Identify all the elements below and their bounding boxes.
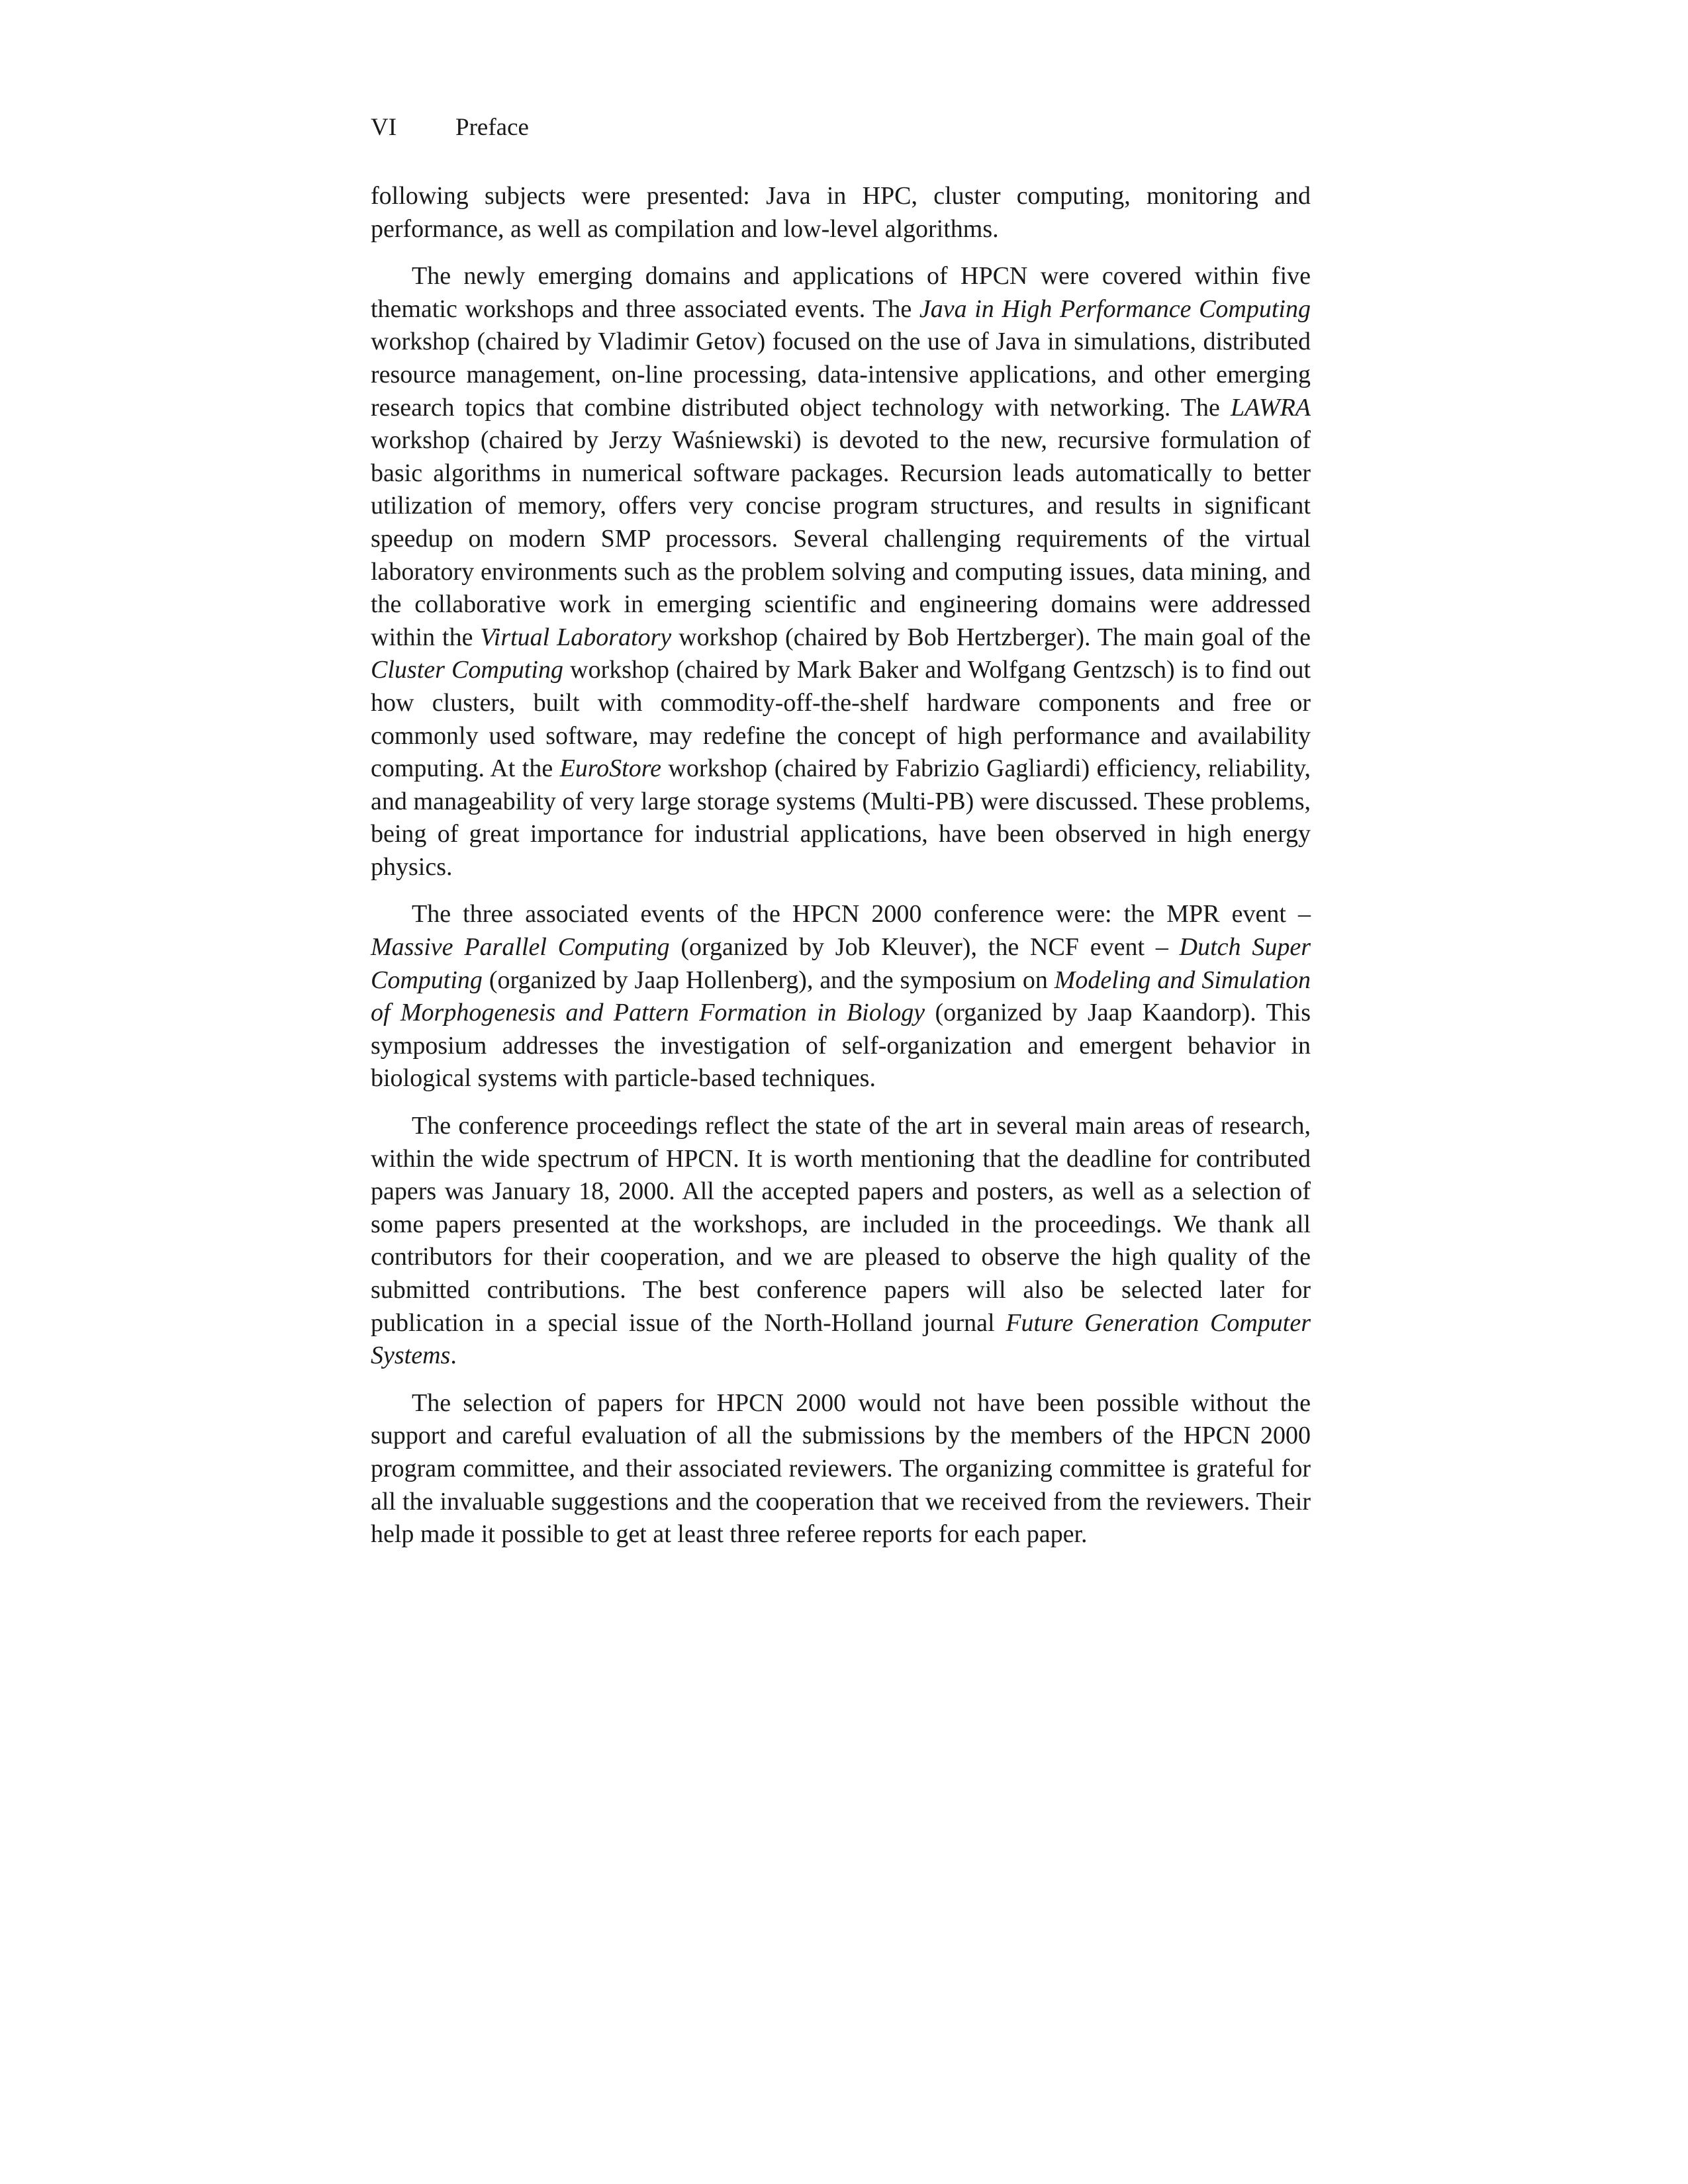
- paragraph: [371, 260, 1311, 884]
- running-head: [371, 111, 529, 144]
- text-run: The newly emerging domains and applications of HPCN were covered within five thematic workshops and three associated events. The: [371, 262, 1311, 323]
- paragraph: [371, 898, 1311, 1095]
- text-run: (organized by Jaap Hollenberg), and the symposium on: [482, 966, 1055, 994]
- text-run: workshop (chaired by Vladimir Getov) focused on the use of Java in simulations, distributed resource management, on-line processing, data-intensive applications, and other emerging research topics that combine distributed object technology with networking. The: [371, 328, 1311, 422]
- body-text: [371, 180, 1311, 1566]
- italic-text: Future Generation Computer Systems: [371, 1308, 1311, 1370]
- paragraph: [371, 180, 1311, 246]
- page-number: VI: [371, 114, 397, 141]
- text-run: (organized by Jaap Kaandorp). This symposium addresses the investigation of self-organization and emergent behavior in biological systems with particle-based techniques.: [371, 999, 1311, 1093]
- text-run: (organized by Job Kleuver), the NCF event –: [669, 933, 1180, 962]
- paragraph: [371, 1110, 1311, 1373]
- text-run: workshop (chaired by Jerzy Waśniewski) is devoted to the new, recursive formulation of basic algorithms in numerical software packages. Recursion leads automatically to better utilization of memory, offers very concise program structures, and results in significant speedup on modern SMP processors. Several challenging requirements of the virtual laboratory environments such as the problem solving and computing issues, data mining, and the collaborative work in emerging scientific and engineering domains were addressed within the: [371, 426, 1311, 651]
- text-run: workshop (chaired by Mark Baker and Wolfgang Gentzsch) is to find out how clusters, built with commodity-off-the-shelf hardware components and free or commonly used software, may redefine the concept of high performance and availability computing. At the: [371, 656, 1311, 783]
- italic-text: EuroStore: [559, 754, 661, 783]
- text-run: workshop (chaired by Bob Hertzberger). The main goal of the: [671, 623, 1311, 651]
- italic-text: Dutch Super Computing: [371, 933, 1311, 994]
- italic-text: Java in High Performance Computing: [919, 295, 1311, 323]
- paragraph: [371, 1387, 1311, 1551]
- text-run: The conference proceedings reflect the state of the art in several main areas of research, within the wide spectrum of HPCN. It is worth mentioning that the deadline for contributed papers was January 18, 2000. All the accepted papers and posters, as well as a selection of some papers presented at the workshops, are included in the proceedings. We thank all contributors for their cooperation, and we are pleased to observe the high quality of the submitted contributions. The best conference papers will also be selected later for publication in a special issue of the North-Holland journal: [371, 1112, 1311, 1337]
- italic-text: LAWRA: [1230, 393, 1311, 422]
- text-run: workshop (chaired by Fabrizio Gagliardi) efficiency, reliability, and manageability of very large storage systems (Multi-PB) were discussed. These problems, being of great importance for industrial applications, have been observed in high energy physics.: [371, 754, 1311, 881]
- text-run: .: [450, 1342, 457, 1370]
- text-run: The selection of papers for HPCN 2000 would not have been possible without the support and careful evaluation of all the submissions by the members of the HPCN 2000 program committee, and their associated reviewers. The organizing committee is grateful for all the invaluable suggestions and the cooperation that we received from the reviewers. Their help made it possible to get at least three referee reports for each paper.: [371, 1388, 1311, 1549]
- italic-text: Cluster Computing: [371, 656, 563, 684]
- text-run: The three associated events of the HPCN 2000 conference were: the MPR event –: [412, 900, 1311, 929]
- italic-text: Modeling and Simulation of Morphogenesis and Pattern Formation in Biology: [371, 966, 1311, 1027]
- text-run: following subjects were presented: Java in HPC, cluster computing, monitoring and performance, as well as compilation and low-level algorithms.: [371, 182, 1311, 243]
- italic-text: Massive Parallel Computing: [371, 933, 670, 962]
- italic-text: Virtual Laboratory: [480, 623, 672, 651]
- running-head-title: Preface: [455, 114, 529, 141]
